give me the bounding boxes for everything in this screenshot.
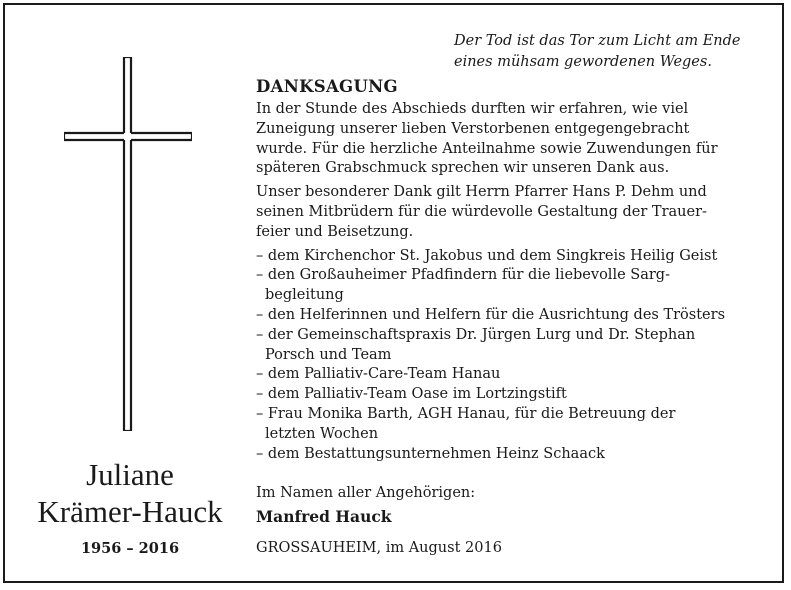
quote-line-1: Der Tod ist das Tor zum Licht am Ende bbox=[454, 33, 741, 49]
place-date: GROSSAUHEIM, im August 2016 bbox=[256, 540, 502, 556]
list-item-text: – der Gemeinschaftspraxis Dr. Jürgen Lurg und Dr. Stephan bbox=[256, 326, 696, 343]
list-item bbox=[256, 365, 776, 385]
paragraph-1-line: wurde. Für die herzliche Anteilnahme sowie Zuwendungen für bbox=[256, 140, 718, 157]
list-item bbox=[256, 306, 776, 326]
list-item-continuation: begleitung bbox=[265, 287, 344, 304]
list-item bbox=[256, 405, 776, 445]
signer-name: Manfred Hauck bbox=[256, 507, 392, 526]
paragraph-1-line: In der Stunde des Abschieds durften wir erfahren, wie viel bbox=[256, 101, 689, 117]
paragraph-1-line: Zuneigung unserer lieben Verstorbenen entgegengebracht bbox=[256, 120, 690, 137]
list-item-text: – dem Palliativ-Team Oase im Lortzingstift bbox=[256, 386, 567, 403]
list-item-text: – den Helferinnen und Helfern für die Ausrichtung des Trösters bbox=[256, 306, 726, 323]
paragraph-1 bbox=[256, 100, 776, 179]
list-item-continuation: Porsch und Team bbox=[265, 346, 392, 363]
deceased-last-name: Krämer-Hauck bbox=[37, 494, 223, 529]
thanks-list bbox=[256, 247, 776, 465]
signoff bbox=[256, 481, 475, 529]
main-text bbox=[256, 76, 776, 464]
deceased-name bbox=[18, 456, 242, 530]
paragraph-2 bbox=[256, 183, 776, 242]
list-item-text: – dem Bestattungsunternehmen Heinz Schaack bbox=[256, 445, 605, 462]
cross-icon bbox=[64, 57, 192, 431]
deceased-first-name: Juliane bbox=[86, 457, 174, 492]
list-item-text: – dem Palliativ-Care-Team Hanau bbox=[256, 366, 501, 383]
signoff-intro: Im Namen aller Angehörigen: bbox=[256, 485, 476, 501]
paragraph-2-line: Unser besonderer Dank gilt Herrn Pfarrer Hans P. Dehm und bbox=[256, 184, 707, 201]
list-item-text: – Frau Monika Barth, AGH Hanau, für die Betreuung der bbox=[256, 405, 676, 422]
list-item-continuation: letzten Wochen bbox=[265, 425, 379, 442]
life-years: 1956 – 2016 bbox=[80, 540, 180, 557]
list-item bbox=[256, 266, 776, 306]
list-item-text: – den Großauheimer Pfadfindern für die liebevolle Sarg- bbox=[256, 267, 670, 284]
paragraph-2-line: feier und Beisetzung. bbox=[256, 223, 414, 240]
list-item bbox=[256, 326, 776, 366]
quote bbox=[454, 31, 784, 73]
paragraph-2-line: seinen Mitbrüdern für die würdevolle Gestaltung der Trauer- bbox=[256, 203, 707, 220]
list-item bbox=[256, 385, 776, 405]
list-item bbox=[256, 247, 776, 267]
heading: DANKSAGUNG bbox=[256, 77, 398, 96]
list-item-text: – dem Kirchenchor St. Jakobus und dem Singkreis Heilig Geist bbox=[256, 247, 718, 264]
list-item bbox=[256, 445, 776, 465]
quote-line-2: eines mühsam gewordenen Weges. bbox=[454, 54, 712, 70]
paragraph-1-line: späteren Grabschmuck sprechen wir unseren Dank aus. bbox=[256, 160, 670, 177]
